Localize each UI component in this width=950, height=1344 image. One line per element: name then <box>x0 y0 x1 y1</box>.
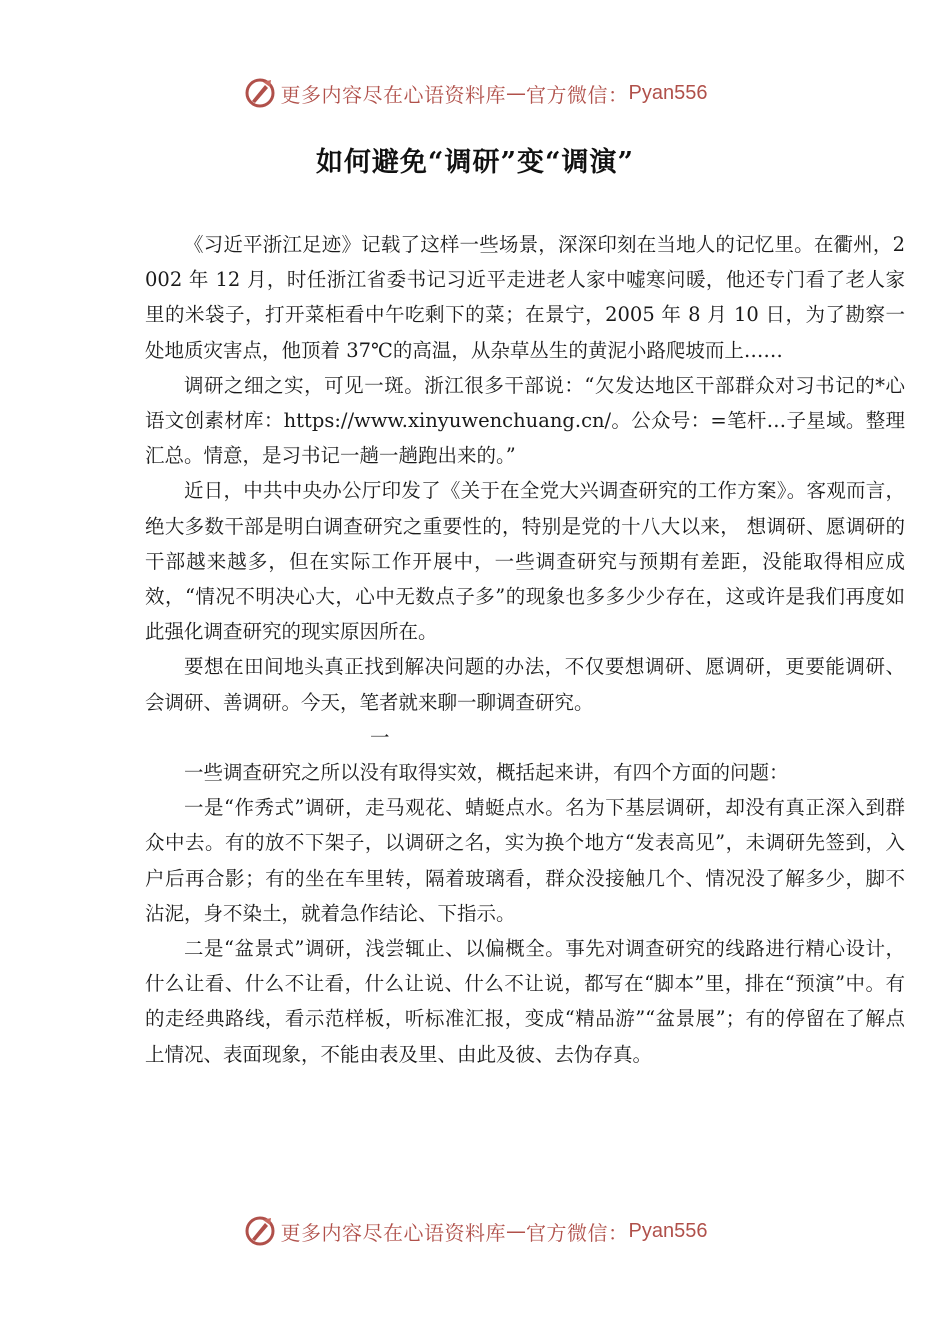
document-title: 如何避免“调研”变“调演” <box>315 147 635 178</box>
paragraph: 二是“盆景式”调研，浅尝辄止、以偏概全。事先对调查研究的线路进行精心设计，什么让看、什么不让看，什么让说、什么不让说，都写在“脚本”里，排在“预演”中。有的走经典路线，看示范样板，听标准汇报，变成“精品游”“盆景展”；有的停留在了解点上情况、表面现象，不能由表及里、由此及彼、去伪存真。 <box>145 937 905 1066</box>
watermark-wechat-id: Pyan556 <box>628 1219 708 1242</box>
paragraph: 近日，中共中央办公厅印发了《关于在全党大兴调查研究的工作方案》。客观而言，绝大多数干部是明白调查研究之重要性的，特别是党的十八大以来， 想调研、愿调研的干部越来越多，但在实际工作开展中，一些调查研究与预期有差距，没能取得相应成效，“情况不明决心大，心中无数点子多”的现象也多多少少存在，这或许是我们再度如此强化调查研究的现实原因所在。 <box>145 479 905 644</box>
watermark-text: 更多内容尽在心语资料库 <box>280 82 507 107</box>
document-body <box>145 227 905 1072</box>
paragraph: 一些调查研究之所以没有取得实效，概括起来讲，有四个方面的问题： <box>184 761 789 785</box>
brush-logo-icon <box>243 76 277 110</box>
section-number: 一 <box>370 725 390 749</box>
brush-logo-icon <box>243 1214 277 1248</box>
watermark-separator: — <box>506 1219 527 1243</box>
watermark-wechat-label: 官方微信： <box>526 1220 629 1245</box>
paragraph: 《习近平浙江足迹》记载了这样一些场景，深深印刻在当地人的记忆里。在衢州，2002 年 12 月，时任浙江省委书记习近平走进老人家中嘘寒问暖，他还专门看了老人家里的米袋子，打开菜柜看中午吃剩下的菜；在景宁，2005 年 8 月 10 日，为了勘察一处地质灾害点，他顶着 37℃的高温，从杂草丛生的黄泥小路爬坡而上…… <box>145 233 905 362</box>
paragraph: 调研之细之实，可见一斑。浙江很多干部说：“欠发达地区干部群众对习书记的*心语文创素材库：https://www.xinyuwenchuang.cn/。公众号：=笔杆…子星域。整理汇总。情意，是习书记一趟一趟跑出来的。” <box>145 373 905 468</box>
watermark-text: 更多内容尽在心语资料库 <box>280 1220 507 1245</box>
header-watermark-banner <box>0 73 950 113</box>
paragraph: 要想在田间地头真正找到解决问题的办法，不仅要想调研、愿调研，更要能调研、会调研、善调研。今天，笔者就来聊一聊调查研究。 <box>145 655 905 714</box>
paragraph: 一是“作秀式”调研，走马观花、蜻蜓点水。名为下基层调研，却没有真正深入到群众中去。有的放不下架子，以调研之名，实为换个地方“发表高见”，未调研先签到，入户后再合影；有的坐在车里转，隔着玻璃看，群众没接触几个、情况没了解多少，脚不沾泥，身不染土，就着急作结论、下指示。 <box>145 796 905 925</box>
watermark-separator: — <box>506 81 527 105</box>
watermark-wechat-id: Pyan556 <box>628 81 708 104</box>
footer-watermark-banner <box>0 1211 950 1251</box>
watermark-wechat-label: 官方微信： <box>526 82 629 107</box>
